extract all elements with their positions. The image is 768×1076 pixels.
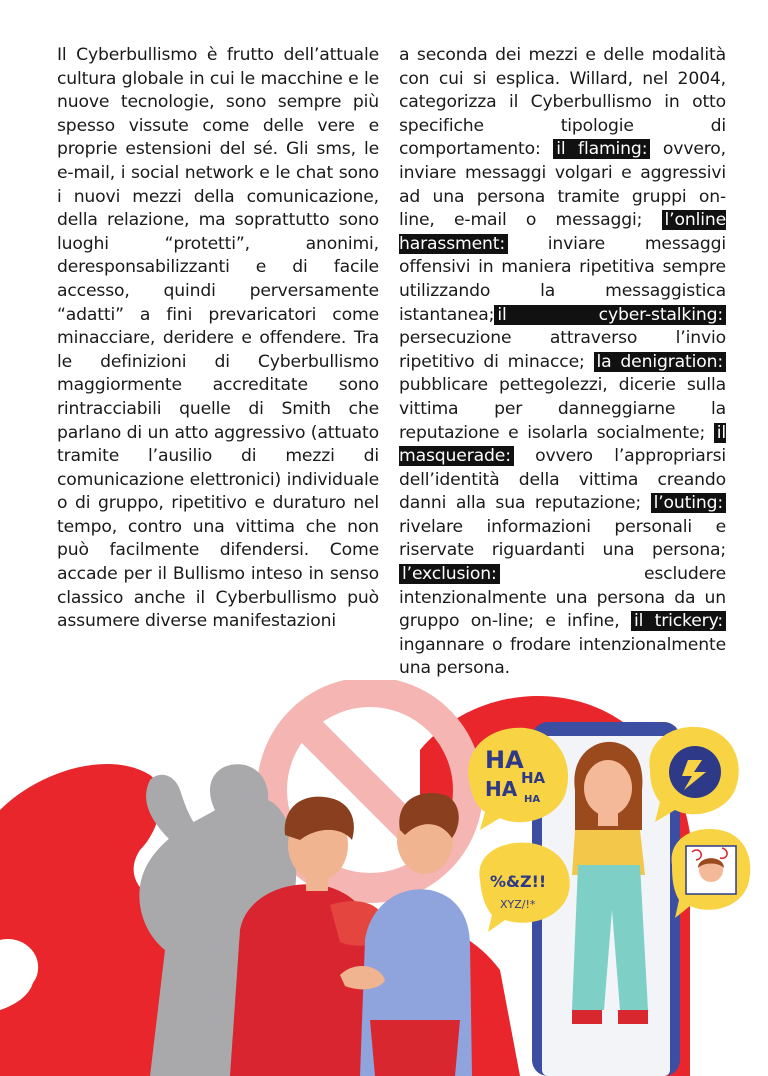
type-desc-masquerade: ovvero l’appropriarsi dell’identità della vittima creando danni alla sua reputazione; bbox=[399, 446, 726, 514]
swear-text-line1: %&Z!! bbox=[490, 872, 547, 891]
type-term-masquerade: il masquerade: bbox=[399, 422, 726, 467]
right-intro-text: a seconda dei mezzi e delle modalità con cui si esplica. Willard, nel 2004, categorizza il Cyberbullismo in otto specifiche tipologie di comportamento: bbox=[399, 45, 726, 160]
type-desc-flaming: ovvero, inviare messaggi volgari e aggressivi ad una persona tramite gruppi on-line, e-mail o messaggi; bbox=[399, 139, 726, 231]
laugh-text-mid: HA bbox=[521, 769, 546, 787]
type-term-cyber-stalking: il cyber-stalking: bbox=[494, 305, 726, 325]
laugh-text-big-2: HA bbox=[485, 777, 518, 801]
laugh-text-big: HA bbox=[485, 746, 524, 774]
type-term-flaming: il flaming: bbox=[553, 139, 650, 159]
type-desc-online-harassment: inviare messaggi offensivi in maniera ripetitiva sempre utilizzando la messaggistica istantanea; bbox=[399, 233, 726, 325]
right-column-text bbox=[399, 44, 726, 681]
type-desc-cyber-stalking: persecuzione attraverso l’invio ripetitivo di minacce; bbox=[399, 328, 726, 372]
swear-text-line2: XYZ/!* bbox=[500, 898, 536, 911]
article-right-column bbox=[399, 44, 726, 681]
type-term-online-harassment: l’online harassment: bbox=[399, 210, 726, 254]
type-term-outing: l’outing: bbox=[651, 493, 726, 513]
laugh-text-small: HA bbox=[524, 794, 541, 805]
cyberbullying-illustration bbox=[0, 680, 768, 1076]
type-term-exclusion: l’exclusion: bbox=[399, 564, 500, 584]
shadow-raised-arm bbox=[146, 775, 200, 840]
angry-icon-bubble bbox=[649, 727, 738, 822]
type-desc-denigration: pubblicare pettegolezzi, dicerie sulla vittima per danneggiarne la reputazione e isolarla socialmente; bbox=[399, 375, 726, 443]
type-desc-trickery: ingannare o frodare intenzionalmente una persona. bbox=[399, 634, 726, 679]
left-column-text: Il Cyberbullismo è frutto dell’attuale cultura globale in cui le macchine e le nuove tecnologie, sono sempre più spesso vissute come delle vere e proprie estensioni del sé. Gli sms, le e-mail, i social network e le chat sono i nuovi mezzi della comunicazione, della relazione, ma soprattutto sono luoghi “protetti”, anonimi, deresponsabilizzanti e di facile accesso, quindi perversamente “adatti” a fini prevaricatori come minacciare, deridere e offendere. Tra le definizioni di Cyberbullismo maggiormente accreditate sono rintracciabili quelle di Smith che parlano di un atto aggressivo (attuato tramite l’ausilio di mezzi di comunicazione elettronici) individuale o di gruppo, ripetitivo e duraturo nel tempo, contro una vittima che non può facilmente difendersi. Come accade per il Bullismo inteso in senso classico anche il Cyberbullismo può assumere diverse manifestazioni bbox=[57, 45, 379, 632]
article-left-column bbox=[57, 44, 379, 634]
type-desc-exclusion: escludere intenzionalmente una persona da un gruppo on-line; e infine, bbox=[399, 564, 726, 632]
type-term-trickery: il trickery: bbox=[631, 611, 726, 631]
type-term-denigration: la denigration: bbox=[594, 352, 726, 372]
type-desc-outing: rivelare informazioni personali e riservate riguardanti una persona; bbox=[399, 516, 726, 561]
photo-speech-bubble bbox=[672, 829, 751, 918]
